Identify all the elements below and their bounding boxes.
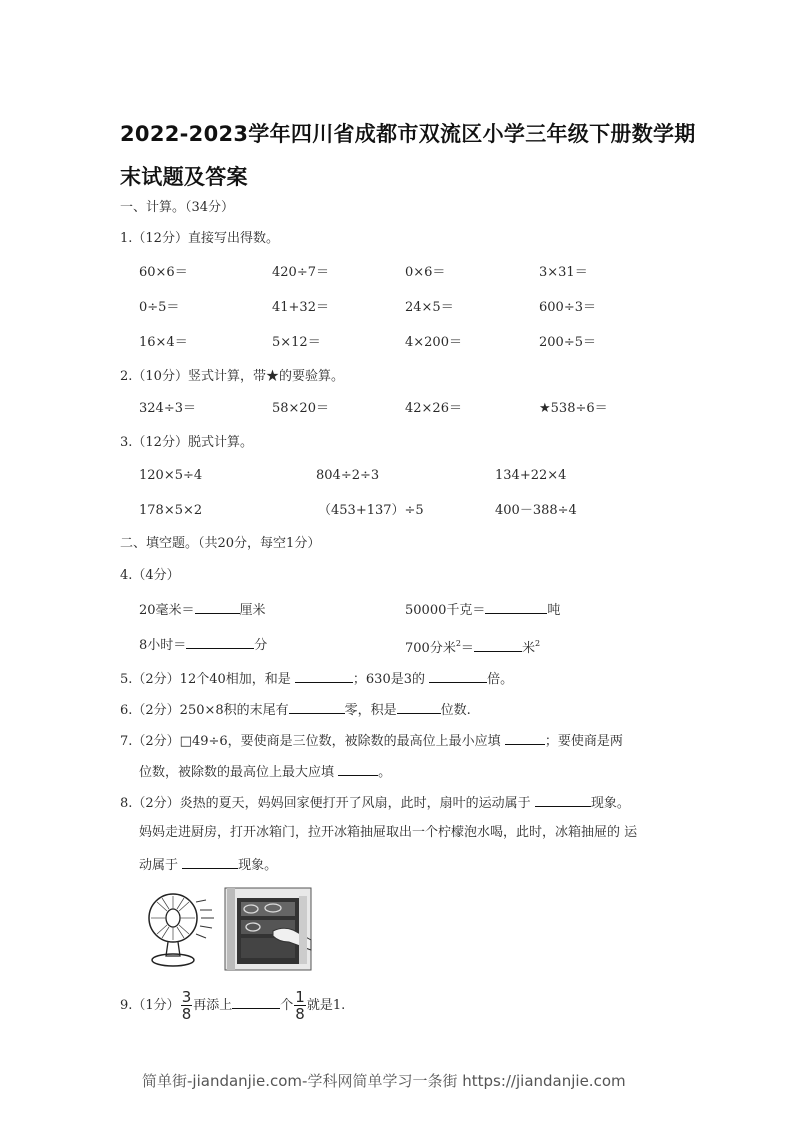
q1-item: 41+32＝: [272, 300, 329, 315]
q3-item: 178×5×2: [139, 503, 203, 518]
q7-text-line2: 位数，被除数的最高位上最大应填: [139, 765, 335, 780]
answer-blank[interactable]: [505, 732, 545, 745]
q8-line2: 妈妈走进厨房，打开冰箱门，拉开冰箱抽屉取出一个柠檬泡水喝，此时，冰箱抽屉的 运: [139, 825, 638, 840]
q1-item: 3×31＝: [539, 265, 588, 280]
fan-icon: [140, 888, 220, 970]
answer-blank[interactable]: [535, 794, 591, 807]
q9-text-ge: 个: [280, 998, 294, 1013]
q6-text-mid: 零，积是: [344, 703, 397, 718]
q7-line2: [139, 763, 391, 781]
document-title-line2: 末试题及答案: [120, 165, 248, 189]
electric-fan-image: [140, 888, 220, 970]
q7-text: 7.（2分）□49÷6，要使商是三位数，被除数的最高位上最小应填: [120, 734, 501, 749]
section2-heading: 二、填空题。（共20分，每空1分）: [120, 536, 321, 551]
q9-text-end: 就是1.: [306, 998, 346, 1013]
answer-blank[interactable]: [295, 670, 353, 683]
q9-text-mid: 再添上: [193, 998, 233, 1013]
q1-item: 600÷3＝: [539, 300, 596, 315]
q1-item: 200÷5＝: [539, 335, 596, 350]
q8-text-end: 现象。: [590, 796, 630, 811]
q4-a: [139, 601, 266, 619]
q2-label: 2.（10分）竖式计算，带★的要验算。: [120, 369, 344, 384]
q4-c-unit: 分: [254, 638, 268, 653]
q7-text-mid: ；要使商是两: [544, 734, 623, 749]
q3-item: 120×5÷4: [139, 468, 203, 483]
q8-text: 8.（2分）炎热的夏天，妈妈回家便打开了风扇，此时，扇叶的运动属于: [120, 796, 531, 811]
q3-item: 400－388÷4: [495, 503, 577, 518]
q4-d: [405, 636, 540, 657]
fraction-denominator: 8: [295, 1005, 305, 1023]
q2-item: 58×20＝: [272, 401, 329, 416]
q4-b: [405, 601, 560, 619]
q3-item: 134+22×4: [495, 468, 567, 483]
q4-b-prefix: 50000千克＝: [405, 603, 486, 618]
q1-item: 60×6＝: [139, 265, 188, 280]
answer-blank[interactable]: [485, 601, 547, 614]
q5-text-mid: ；630是3的: [352, 672, 425, 687]
answer-blank[interactable]: [232, 996, 280, 1009]
q7-line1: [120, 732, 623, 750]
answer-blank[interactable]: [182, 856, 238, 869]
q4-a-unit: 厘米: [239, 603, 266, 618]
q5-text: 5.（2分）12个40相加，和是: [120, 672, 291, 687]
q4-c-prefix: 8小时＝: [139, 638, 187, 653]
superscript: 2: [534, 639, 541, 648]
q4-d-unit: 米: [521, 641, 535, 656]
q2-item: 42×26＝: [405, 401, 462, 416]
q4-c: [139, 636, 267, 654]
section1-heading: 一、计算。（34分）: [120, 200, 235, 215]
q3-label: 3.（12分）脱式计算。: [120, 435, 253, 450]
q1-item: 0÷5＝: [139, 300, 180, 315]
q4-d-prefix: 700分米: [405, 641, 456, 656]
q1-item: 420÷7＝: [272, 265, 329, 280]
q8-line1: [120, 794, 630, 812]
fraction-numerator: 1: [295, 988, 305, 1006]
q8-text-line3-end: 现象。: [238, 858, 278, 873]
q7-text-end: 。: [378, 765, 392, 780]
fraction-denominator: 8: [181, 1005, 192, 1023]
q1-label: 1.（12分）直接写出得数。: [120, 231, 279, 246]
q8-line3: [139, 856, 277, 874]
q4-label: 4.（4分）: [120, 568, 180, 583]
fraction-1-8: [294, 989, 306, 1022]
equals-sign: ＝: [460, 641, 474, 656]
answer-blank[interactable]: [289, 701, 345, 714]
refrigerator-drawer-image: [223, 886, 313, 972]
q4-a-prefix: 20毫米＝: [139, 603, 195, 618]
q9-text: 9.（1分）: [120, 998, 180, 1013]
fraction-3-8: [181, 989, 193, 1022]
q2-item: 324÷3＝: [139, 401, 196, 416]
footer-watermark: 简单街-jiandanjie.com-学科网简单学习一条街 https://jiandanjie.com: [142, 1072, 626, 1090]
q6-text-end: 位数.: [440, 703, 471, 718]
answer-blank[interactable]: [474, 639, 522, 652]
fraction-numerator: 3: [181, 988, 192, 1006]
q1-item: 4×200＝: [405, 335, 462, 350]
q2-item-starred: ★538÷6＝: [539, 401, 608, 416]
q1-item: 24×5＝: [405, 300, 454, 315]
q3-item: （453+137）÷5: [318, 503, 424, 518]
answer-blank[interactable]: [186, 636, 254, 649]
q5: [120, 670, 513, 688]
q1-item: 5×12＝: [272, 335, 321, 350]
q3-item: 804÷2÷3: [316, 468, 380, 483]
q1-item: 16×4＝: [139, 335, 188, 350]
q5-text-end: 倍。: [487, 672, 514, 687]
q4-b-unit: 吨: [547, 603, 561, 618]
fridge-icon: [223, 886, 313, 972]
q6-text: 6.（2分）250×8积的末尾有: [120, 703, 289, 718]
q1-item: 0×6＝: [405, 265, 446, 280]
answer-blank[interactable]: [397, 701, 441, 714]
document-title-line1: 2022-2023学年四川省成都市双流区小学三年级下册数学期: [120, 122, 696, 146]
q8-text-line3: 动属于: [139, 858, 179, 873]
answer-blank[interactable]: [338, 763, 378, 776]
superscript: 2: [455, 639, 461, 648]
answer-blank[interactable]: [195, 601, 240, 614]
answer-blank[interactable]: [429, 670, 487, 683]
q9: [120, 988, 345, 1024]
q6: [120, 701, 471, 719]
